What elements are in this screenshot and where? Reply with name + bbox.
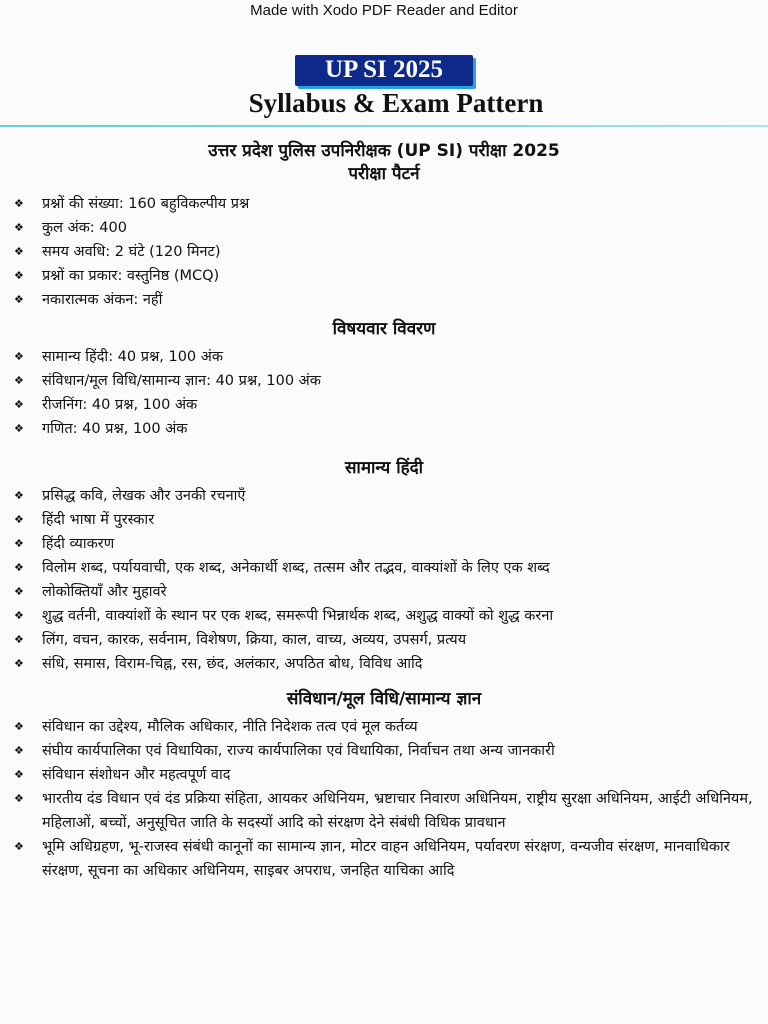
list-item-text: भूमि अधिग्रहण, भू-राजस्व संबंधी कानूनों का सामान्य ज्ञान, मोटर वाहन अधिनियम, पर्यावरण संरक्षण, वन्यजीव संरक्षण, मानवाधिकार संरक्षण, सूचना का अधिकार अधिनियम, साइबर अपराध, जनहित याचिका आदि (42, 839, 730, 879)
diamond-bullet-icon: ❖ (14, 561, 24, 574)
list-item-text: रीजनिंग: 40 प्रश्न, 100 अंक (42, 397, 198, 413)
list-item (0, 264, 768, 288)
diamond-bullet-icon: ❖ (14, 398, 24, 411)
exam-pattern-heading: परीक्षा पैटर्न (348, 164, 420, 184)
list-item (0, 763, 768, 787)
diamond-bullet-icon: ❖ (14, 422, 24, 435)
diamond-bullet-icon: ❖ (14, 744, 24, 757)
diamond-bullet-icon: ❖ (14, 792, 24, 805)
list-item-text: प्रश्नों की संख्या: 160 बहुविकल्पीय प्रश्न (42, 196, 250, 212)
list-item (0, 739, 768, 763)
diamond-bullet-icon: ❖ (14, 245, 24, 258)
list-item-text: लिंग, वचन, कारक, सर्वनाम, विशेषण, क्रिया, काल, वाच्य, अव्यय, उपसर्ग, प्रत्यय (42, 632, 467, 648)
main-heading: उत्तर प्रदेश पुलिस उपनिरीक्षक (UP SI) परीक्षा 2025 (208, 141, 560, 161)
list-item (0, 393, 768, 417)
list-item (0, 715, 768, 739)
diamond-bullet-icon: ❖ (14, 197, 24, 210)
list-item (0, 787, 768, 835)
general-hindi-heading: सामान्य हिंदी (344, 458, 424, 478)
title-badge-wrap (0, 55, 768, 86)
list-item-text: संघीय कार्यपालिका एवं विधायिका, राज्य कार्यपालिका एवं विधायिका, निर्वाचन तथा अन्य जानकारी (42, 743, 555, 759)
constitution-heading: संविधान/मूल विधि/सामान्य ज्ञान (286, 689, 482, 709)
list-item (0, 345, 768, 369)
list-item-text: संविधान संशोधन और महत्वपूर्ण वाद (42, 767, 231, 783)
list-item-text: संविधान/मूल विधि/सामान्य ज्ञान: 40 प्रश्न, 100 अंक (42, 373, 321, 389)
subject-wise-list (0, 345, 768, 441)
diamond-bullet-icon: ❖ (14, 513, 24, 526)
list-item (0, 532, 768, 556)
list-item (0, 835, 768, 883)
list-item (0, 604, 768, 628)
list-item-text: प्रसिद्ध कवि, लेखक और उनकी रचनाएँ (42, 488, 246, 504)
list-item-text: समय अवधि: 2 घंटे (120 मिनट) (42, 244, 221, 260)
list-item (0, 484, 768, 508)
subject-wise-heading: विषयवार विवरण (332, 319, 436, 339)
list-item-text: कुल अंक: 400 (42, 220, 127, 236)
page-subtitle: Syllabus & Exam Pattern (248, 88, 544, 118)
list-item-text: हिंदी व्याकरण (42, 536, 115, 552)
diamond-bullet-icon: ❖ (14, 374, 24, 387)
list-item-text: हिंदी भाषा में पुरस्कार (42, 512, 155, 528)
diamond-bullet-icon: ❖ (14, 221, 24, 234)
watermark-text: Made with Xodo PDF Reader and Editor (250, 2, 518, 19)
diamond-bullet-icon: ❖ (14, 350, 24, 363)
list-item (0, 508, 768, 532)
diamond-bullet-icon: ❖ (14, 537, 24, 550)
list-item-text: प्रश्नों का प्रकार: वस्तुनिष्ठ (MCQ) (42, 268, 220, 284)
diamond-bullet-icon: ❖ (14, 585, 24, 598)
header-divider (0, 125, 768, 127)
list-item (0, 192, 768, 216)
diamond-bullet-icon: ❖ (14, 657, 24, 670)
diamond-bullet-icon: ❖ (14, 840, 24, 853)
diamond-bullet-icon: ❖ (14, 768, 24, 781)
title-badge: UP SI 2025 (295, 55, 473, 86)
list-item (0, 216, 768, 240)
diamond-bullet-icon: ❖ (14, 269, 24, 282)
list-item-text: नकारात्मक अंकन: नहीं (42, 292, 163, 308)
list-item (0, 628, 768, 652)
exam-pattern-list (0, 192, 768, 312)
list-item-text: संविधान का उद्देश्य, मौलिक अधिकार, नीति निदेशक तत्व एवं मूल कर्तव्य (42, 719, 418, 735)
list-item (0, 288, 768, 312)
list-item-text: संधि, समास, विराम-चिह्न, रस, छंद, अलंकार, अपठित बोध, विविध आदि (42, 656, 423, 672)
list-item-text: सामान्य हिंदी: 40 प्रश्न, 100 अंक (42, 349, 223, 365)
list-item-text: भारतीय दंड विधान एवं दंड प्रक्रिया संहिता, आयकर अधिनियम, भ्रष्टाचार निवारण अधिनियम, राष्ट्रीय सुरक्षा अधिनियम, आईटी अधिनियम, महिलाओं, बच्चों, अनुसूचित जाति के सदस्यों आदि को संरक्षण देने संबंधी विधिक प्रावधान (42, 791, 753, 831)
general-hindi-list (0, 484, 768, 676)
list-item (0, 417, 768, 441)
list-item-text: शुद्ध वर्तनी, वाक्यांशों के स्थान पर एक शब्द, समरूपी भिन्नार्थक शब्द, अशुद्ध वाक्यों को शुद्ध करना (42, 608, 554, 624)
list-item-text: लोकोक्तियाँ और मुहावरे (42, 584, 167, 600)
list-item (0, 369, 768, 393)
diamond-bullet-icon: ❖ (14, 293, 24, 306)
list-item (0, 556, 768, 580)
diamond-bullet-icon: ❖ (14, 489, 24, 502)
document-body (0, 138, 768, 883)
list-item-text: गणित: 40 प्रश्न, 100 अंक (42, 421, 188, 437)
diamond-bullet-icon: ❖ (14, 720, 24, 733)
list-item (0, 580, 768, 604)
list-item-text: विलोम शब्द, पर्यायवाची, एक शब्द, अनेकार्थी शब्द, तत्सम और तद्भव, वाक्यांशों के लिए एक शब्द (42, 560, 550, 576)
list-item (0, 240, 768, 264)
diamond-bullet-icon: ❖ (14, 609, 24, 622)
constitution-list (0, 715, 768, 883)
list-item (0, 652, 768, 676)
diamond-bullet-icon: ❖ (14, 633, 24, 646)
